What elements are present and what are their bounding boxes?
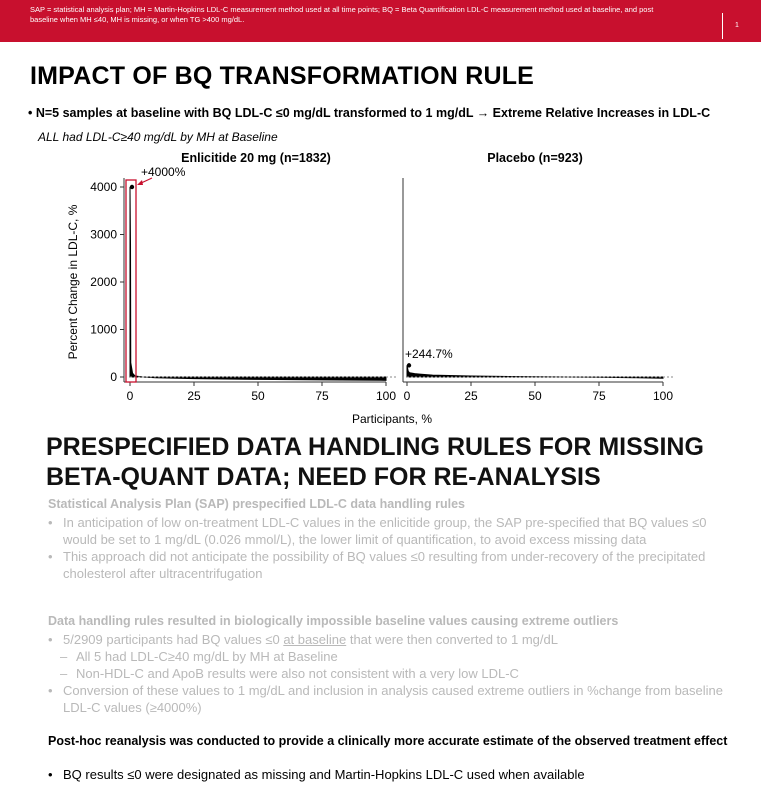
series-area [407,365,663,378]
peak-point [130,185,134,189]
x-tick-label: 25 [464,389,478,403]
sap-rules-heading: Statistical Analysis Plan (SAP) prespecified LDL-C data handling rules [48,497,465,511]
y-tick-label: 2000 [90,275,117,289]
outliers-heading: Data handling rules resulted in biologically impossible baseline values causing extreme outliers [48,614,619,628]
page-number: 1 [735,22,739,29]
panel-title: Enlicitide 20 mg (n=1832) [181,151,331,165]
x-tick-label: 75 [592,389,606,403]
y-tick-label: 3000 [90,227,117,242]
y-tick-label: 4000 [90,180,117,194]
sap-rule-bullet: • This approach did not anticipate the possibility of BQ values ≤0 resulting from under-recovery of the precipitated cholesterol after ultracentrifugation [48,548,738,582]
x-tick-label: 50 [528,389,542,403]
annotation-arrowhead [137,180,143,185]
x-tick-label: 75 [315,389,329,403]
baseline-note: ALL had LDL-C≥40 mg/dL by MH at Baseline [38,130,278,144]
x-tick-label: 25 [187,389,201,403]
banner-footnote: SAP = statistical analysis plan; MH = Martin-Hopkins LDL-C measurement method used at all time points; BQ = Beta Quantification LDL-C measurement method used at baseline, and post baseline when MH ≤40, MH is missing, or when TG >400 mg/dL. [30,5,654,24]
outlier-text: that were then converted to 1 mg/dL [346,632,558,647]
y-tick-label: 1000 [90,322,117,337]
outlier-subbullet: – Non-HDL-C and ApoB results were also not consistent with a very low LDL-C [48,665,738,682]
panel-title: Placebo (n=923) [487,151,583,165]
posthoc-heading: Post-hoc reanalysis was conducted to provide a clinically more accurate estimate of the observed treatment effect [48,734,728,748]
peak-annotation: +244.7% [405,347,453,361]
x-tick-label: 100 [652,389,674,403]
x-tick-label: 50 [251,389,265,403]
sap-rules-list [48,514,738,582]
y-axis-label: Percent Change in LDL-C, % [66,204,80,360]
x-tick-label: 0 [126,389,134,403]
slide-title-rules: PRESPECIFIED DATA HANDLING RULES FOR MISSING BETA-QUANT DATA; NEED FOR RE-ANALYSIS [46,433,704,491]
x-axis-label: Participants, % [351,412,433,426]
outlier-subbullet: – All 5 had LDL-C≥40 mg/dL by MH at Baseline [48,648,738,665]
outlier-emphasis: at baseline [283,632,347,647]
series-area [130,187,386,380]
sap-rule-bullet: • In anticipation of low on-treatment LDL-C values in the enlicitide group, the SAP pre-specified that BQ values ≤0 would be set to 1 mg/dL (0.026 mmol/L), the lower limit of quantification, to avoid excess missing data [48,514,738,548]
key-finding-bullet: • N=5 samples at baseline with BQ LDL-C ≤0 mg/dL transformed to 1 mg/dL → Extreme Relative Increases in LDL-C [28,106,711,120]
outlier-bullet: • Conversion of these values to 1 mg/dL and inclusion in analysis caused extreme outliers in %change from baseline LDL-C values (≥4000%) [48,682,738,716]
x-tick-label: 0 [403,389,411,403]
y-tick-label: 0 [110,370,117,384]
x-tick-label: 100 [375,389,397,403]
posthoc-bullet: • BQ results ≤0 were designated as missing and Martin-Hopkins LDL-C used when available [48,766,738,783]
outlier-bullet [48,631,738,648]
outliers-list [48,631,738,716]
peak-point [407,363,411,367]
peak-annotation: +4000% [141,165,186,179]
outlier-text: 5/2909 participants had BQ values ≤0 [63,632,284,647]
slide-title-impact: IMPACT OF BQ TRANSFORMATION RULE [30,62,535,90]
